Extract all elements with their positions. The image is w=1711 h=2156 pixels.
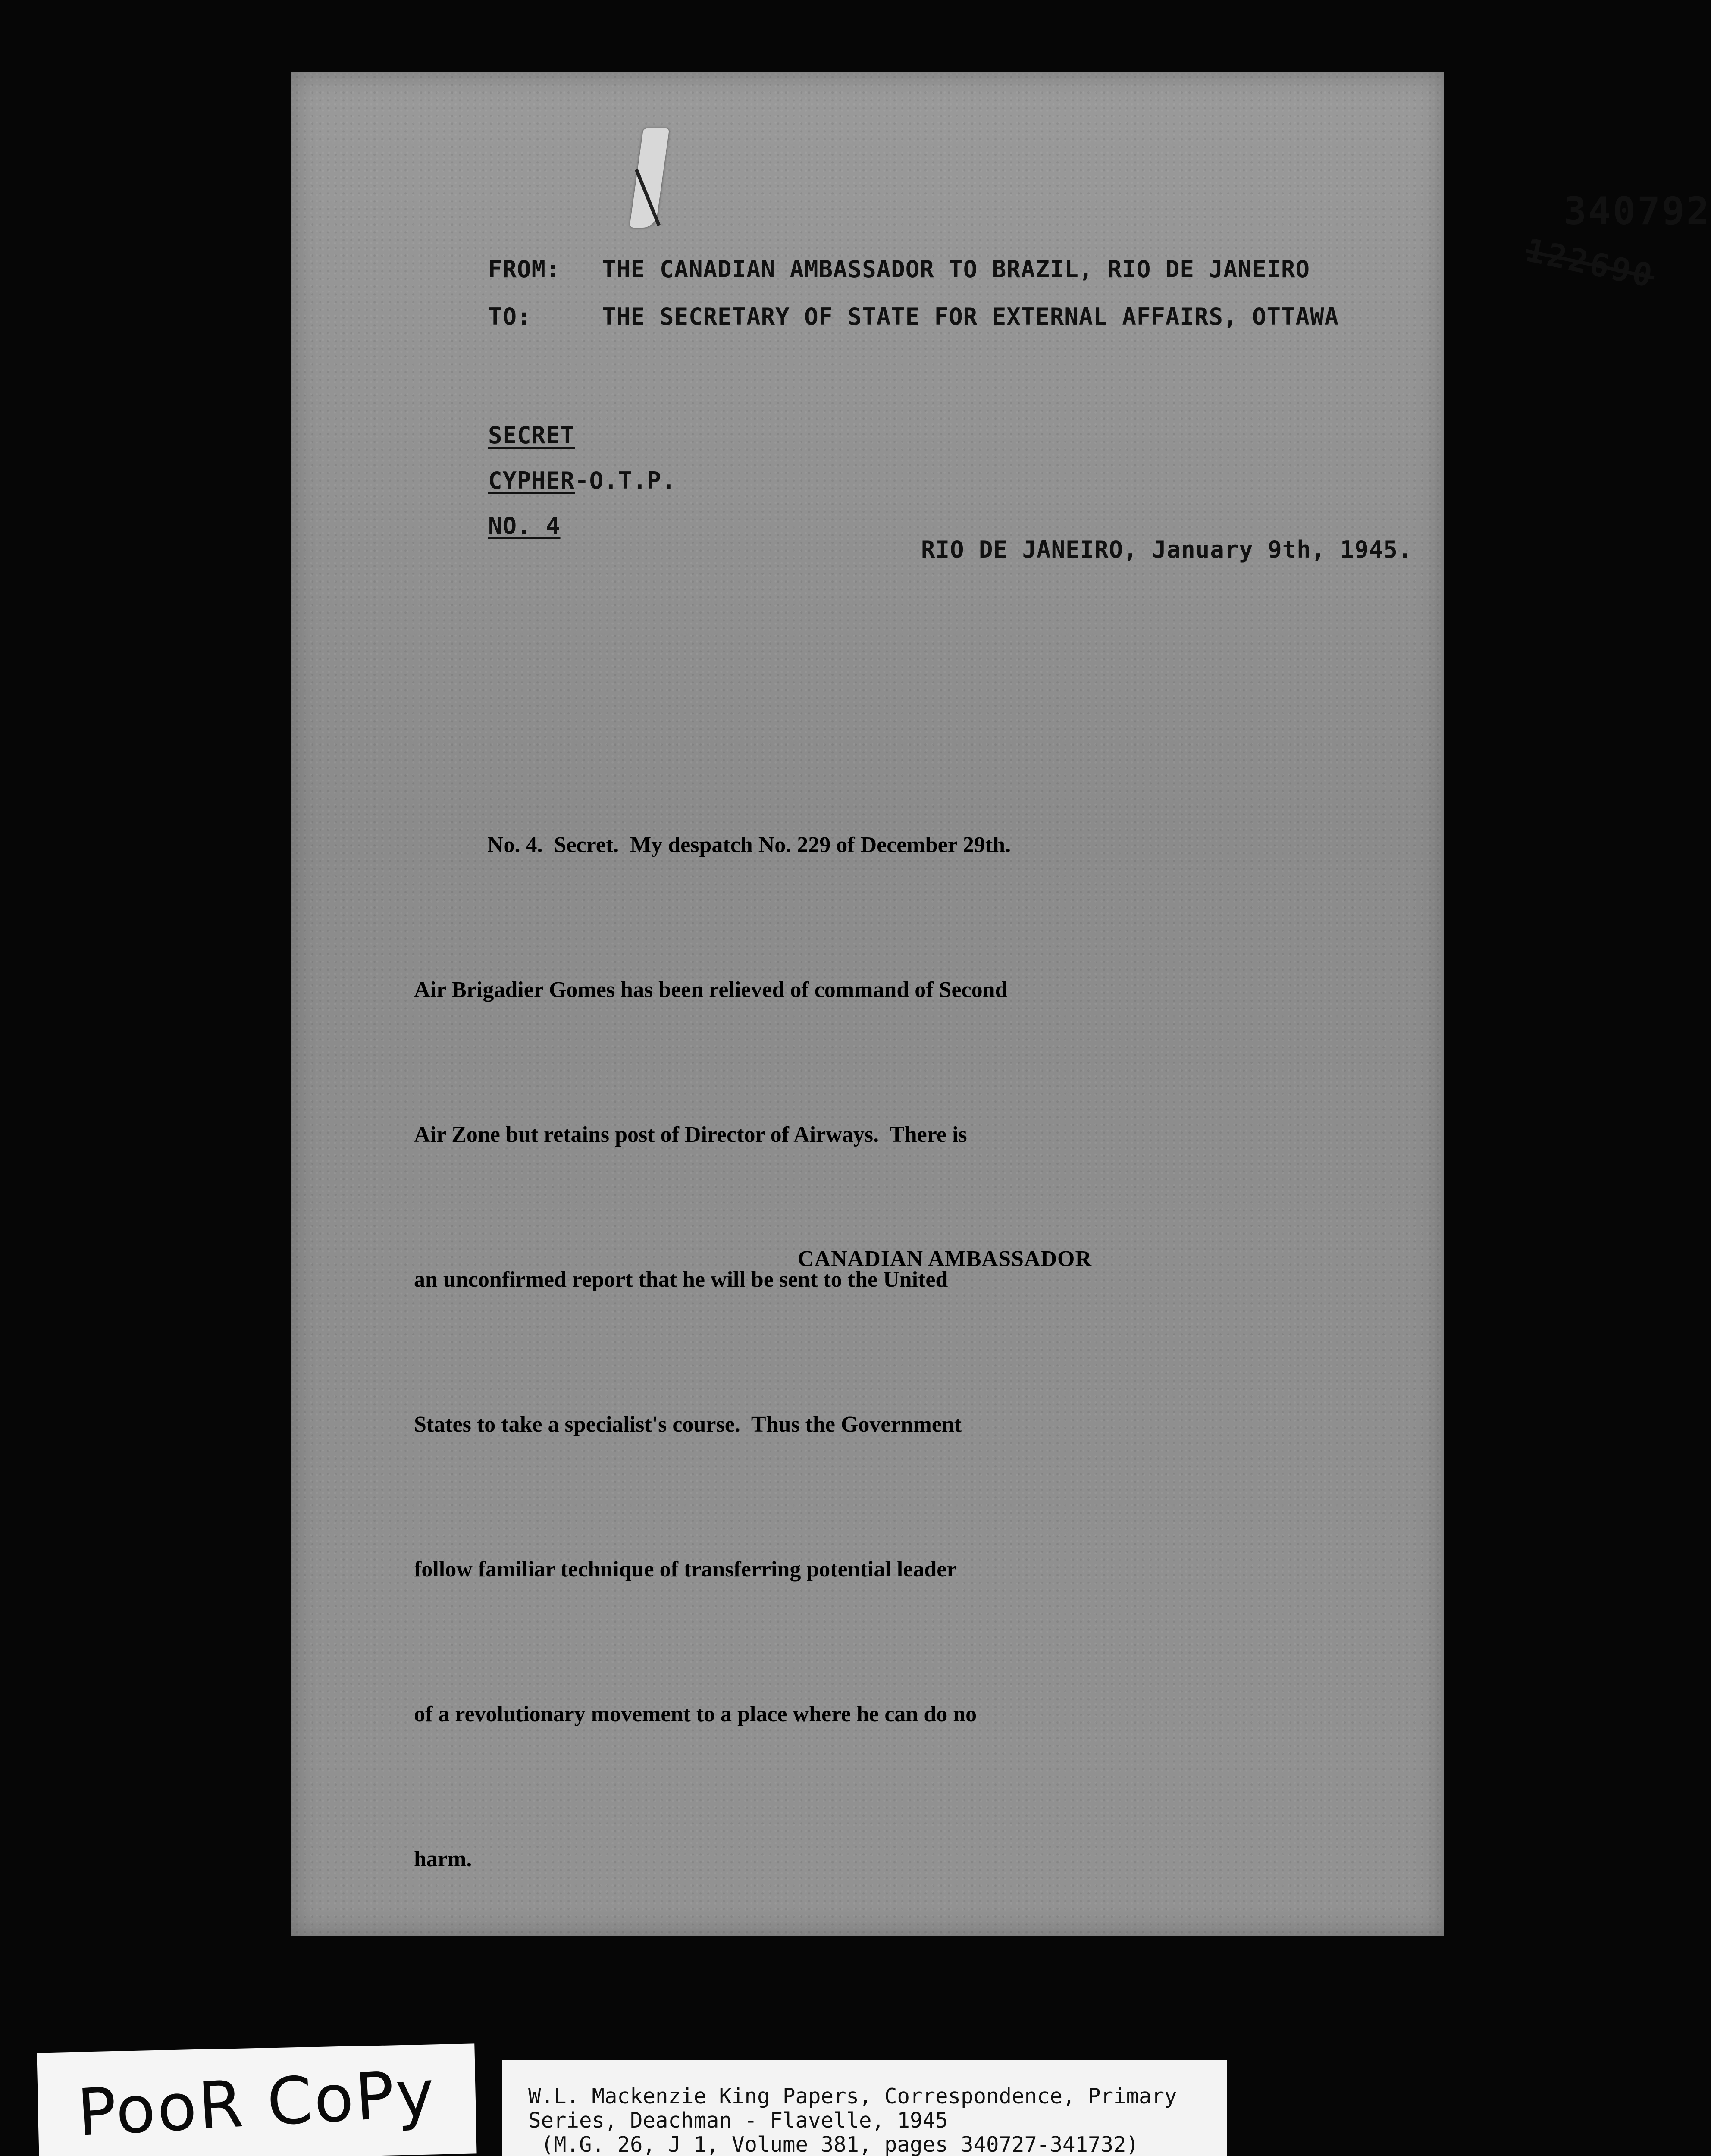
body-line: Air Zone but retains post of Director of Airways. There is	[414, 1122, 967, 1147]
body-line: follow familiar technique of transferring potential leader	[414, 1557, 957, 1582]
citation-label	[502, 2060, 1227, 2156]
citation-line: (M.G. 26, J 1, Volume 381, pages 340727-341732)	[528, 2132, 1139, 2156]
torn-corner	[630, 128, 669, 228]
poor-copy-text: PooR CoPy	[75, 2056, 438, 2151]
struck-page-number: 122690	[1522, 232, 1658, 295]
from-label: FROM:	[488, 256, 561, 283]
body-line: of a revolutionary movement to a place where he can do no	[414, 1702, 977, 1727]
cypher-prefix: CYPHER	[488, 467, 575, 494]
message-body	[414, 724, 1393, 1980]
body-line: States to take a specialist's course. Thus the Government	[414, 1412, 962, 1437]
poor-copy-label	[37, 2043, 476, 2156]
classification: SECRET	[488, 422, 575, 449]
from-value: THE CANADIAN AMBASSADOR TO BRAZIL, RIO DE JANEIRO	[602, 256, 1310, 283]
body-line: an unconfirmed report that he will be sent to the United	[414, 1267, 948, 1292]
cypher-line	[488, 467, 676, 494]
signature: CANADIAN AMBASSADOR	[798, 1247, 1092, 1271]
place-date: RIO DE JANEIRO, January 9th, 1945.	[921, 536, 1413, 563]
body-line: harm.	[414, 1847, 472, 1871]
citation-line: Series, Deachman - Flavelle, 1945	[528, 2108, 948, 2133]
body-line: No. 4. Secret. My despatch No. 229 of December 29th.	[487, 833, 1011, 857]
archive-page-number: 340792	[1564, 189, 1711, 233]
cypher-suffix: -O.T.P.	[575, 467, 676, 494]
citation-line: W.L. Mackenzie King Papers, Correspondence, Primary	[528, 2084, 1177, 2109]
message-number: NO. 4	[488, 512, 561, 539]
to-label: TO:	[488, 303, 532, 330]
to-value: THE SECRETARY OF STATE FOR EXTERNAL AFFAIRS, OTTAWA	[602, 303, 1339, 330]
body-line: Air Brigadier Gomes has been relieved of command of Second	[414, 978, 1008, 1002]
